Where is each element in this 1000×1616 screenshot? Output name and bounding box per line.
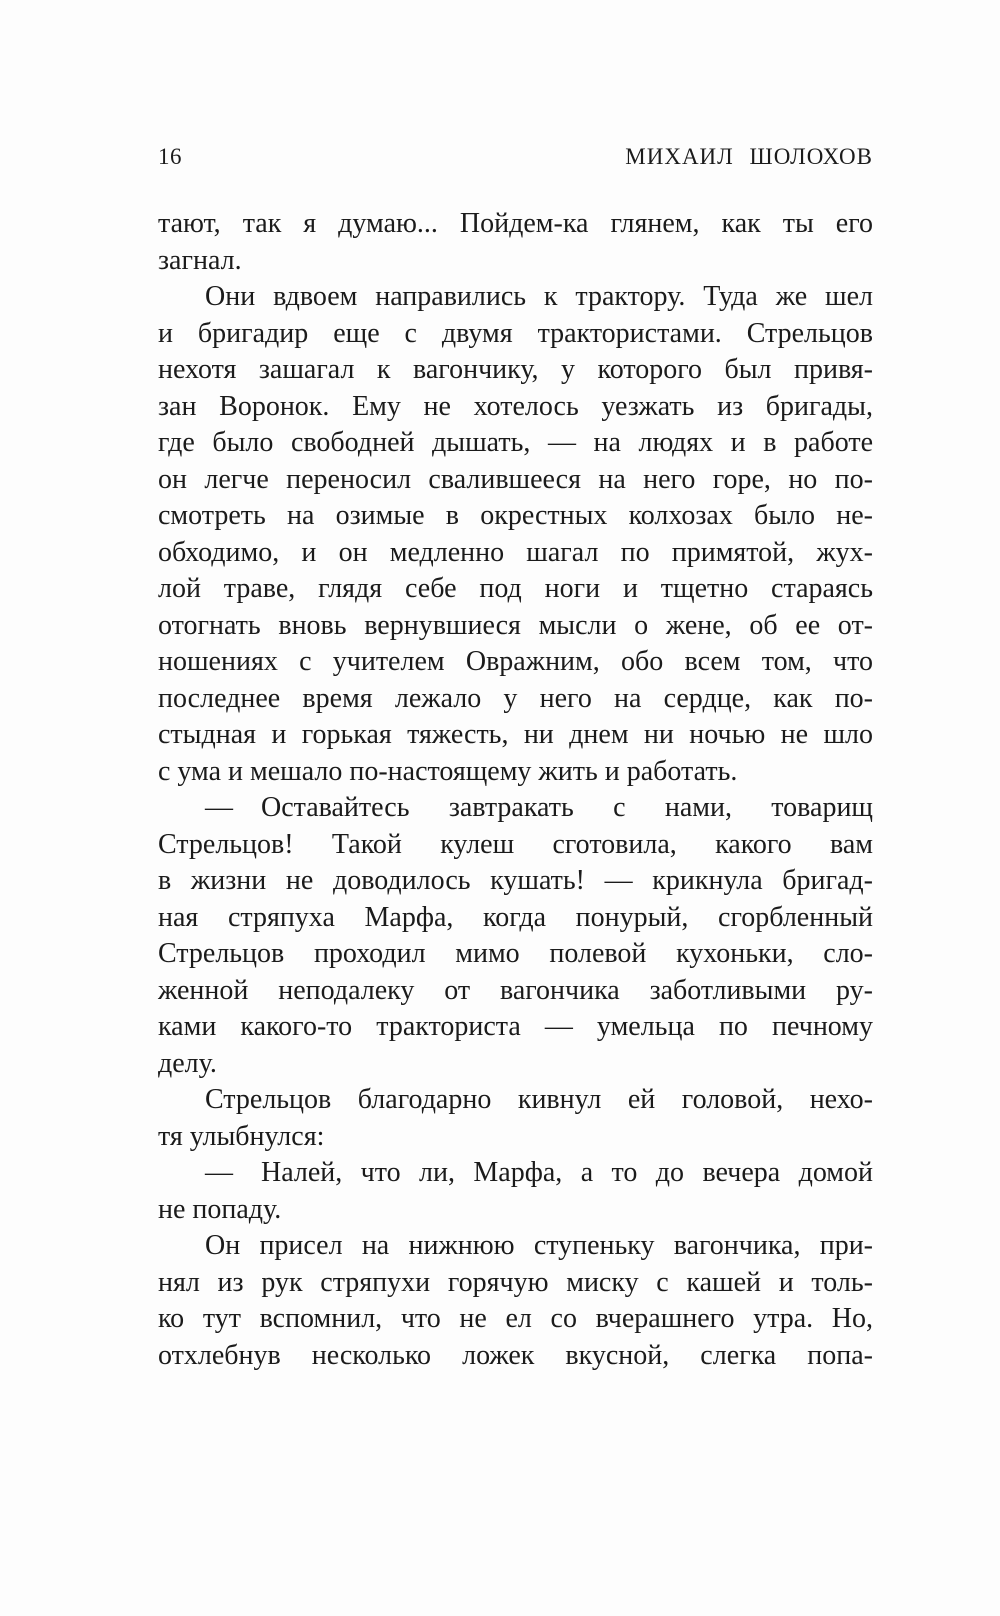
text-line: с ума и мешало по-настоящему жить и работать. bbox=[158, 755, 738, 787]
text-line: — Налей, что ли, Марфа, а то до вечера домой bbox=[205, 1157, 873, 1188]
text-line: загнал. bbox=[158, 244, 242, 276]
text-line: ко тут вспомнил, что не ел со вчерашнего утра. Но, bbox=[158, 1303, 873, 1334]
text-line: тают, так я думаю... Пойдем-ка глянем, как ты его bbox=[158, 208, 873, 239]
text-line: последнее время лежало у него на сердце, как по- bbox=[158, 682, 873, 714]
text-line: Он присел на нижнюю ступеньку вагончика, при- bbox=[205, 1230, 873, 1261]
running-header-author: МИХАИЛ ШОЛОХОВ bbox=[625, 144, 873, 169]
text-line: обходимо, и он медленно шагал по примятой, жух- bbox=[158, 536, 873, 568]
text-line: — Оставайтесь завтракать с нами, товарищ bbox=[205, 792, 873, 823]
text-line: отхлебнув несколько ложек вкусной, слегка попа- bbox=[158, 1339, 873, 1371]
text-line: тя улыбнулся: bbox=[158, 1120, 325, 1152]
text-line: он легче переносил свалившееся на него горе, но по- bbox=[158, 463, 873, 495]
running-head bbox=[158, 144, 873, 170]
text-line: смотреть на озимые в окрестных колхозах было не- bbox=[158, 500, 873, 531]
text-line: отогнать вновь вернувшиеся мысли о жене, об ее от- bbox=[158, 609, 873, 641]
text-line: Они вдвоем направились к трактору. Туда же шел bbox=[205, 281, 873, 312]
text-line: Стрельцов! Такой кулеш сготовила, какого вам bbox=[158, 828, 873, 860]
text-line: Стрельцов благодарно кивнул ей головой, нехо- bbox=[205, 1084, 873, 1115]
text-line: Стрельцов проходил мимо полевой кухоньки, сло- bbox=[158, 938, 873, 969]
text-line: стыдная и горькая тяжесть, ни днем ни ночью не шло bbox=[158, 719, 873, 750]
text-line: лой траве, глядя себе под ноги и тщетно стараясь bbox=[158, 573, 873, 604]
text-line: нял из рук стряпухи горячую миску с кашей и толь- bbox=[158, 1266, 873, 1298]
text-line: ношениях с учителем Овражним, обо всем том, что bbox=[158, 646, 873, 677]
text-line: в жизни не доводилось кушать! — крикнула бригад- bbox=[158, 865, 873, 896]
text-line: зан Воронок. Ему не хотелось уезжать из бригады, bbox=[158, 390, 873, 422]
text-line: женной неподалеку от вагончика заботливыми ру- bbox=[158, 974, 873, 1006]
text-body bbox=[158, 206, 873, 1374]
text-line: нехотя зашагал к вагончику, у которого был привя- bbox=[158, 354, 873, 385]
text-line: не попаду. bbox=[158, 1193, 282, 1225]
text-line: где было свободней дышать, — на людях и в работе bbox=[158, 427, 873, 458]
text-line: ками какого-то тракториста — умельца по печному bbox=[158, 1011, 873, 1042]
text-line: делу. bbox=[158, 1047, 217, 1079]
page-number: 16 bbox=[158, 144, 182, 169]
text-line: и бригадир еще с двумя трактористами. Стрельцов bbox=[158, 317, 873, 349]
text-line: ная стряпуха Марфа, когда понурый, сгорбленный bbox=[158, 901, 873, 933]
